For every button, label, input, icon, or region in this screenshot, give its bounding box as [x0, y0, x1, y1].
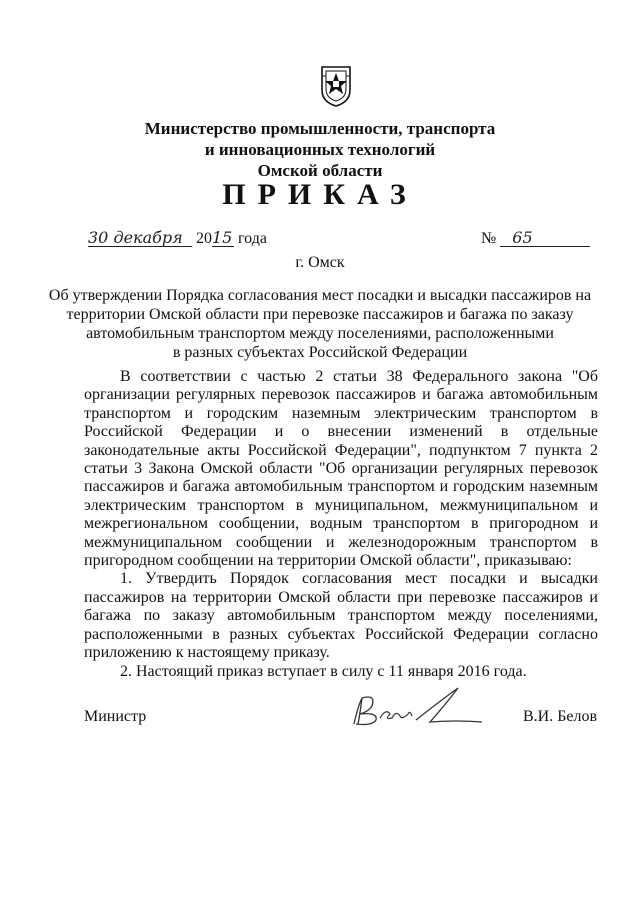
year-handwritten: 15 [212, 228, 233, 247]
order-number [481, 229, 590, 248]
omsk-coat-of-arms-icon [319, 64, 353, 108]
year-suffix: года [238, 230, 267, 247]
ministry-line-2: и инновационных технологий [204, 140, 436, 159]
order-item-2: 2. Настоящий приказ вступает в силу с 11 января 2016 года. [120, 662, 527, 680]
year-prefix: 20 [196, 230, 212, 247]
title-line-4: в разных субъектах Российской Федерации [172, 344, 468, 361]
city: г. Омск [295, 254, 345, 271]
ministry-name [0, 118, 640, 181]
title-line-3: автомобильным транспортом между поселениями, расположенными [86, 325, 554, 342]
date-handwritten: 30 декабря [88, 229, 192, 247]
ministry-line-1: Министерство промышленности, транспорта [144, 119, 496, 138]
title-line-1: Об утверждении Порядка согласования мест посадки и высадки пассажиров на [48, 287, 592, 304]
preamble-paragraph: В соответствии с частью 2 статьи 38 Федерального закона "Об организации регулярных перевозок пассажиров и багажа автомобильным транспортом и городским наземным электрическим транспортом в Российской Федерации и о внесении изменений в отдельные законодательные акты Российской Федерации", подпунктом 7 пункта 2 статьи 3 Закона Омской области "Об организации регулярных перевозок пассажиров и багажа автомобильным транспортом и городским наземным электрическим транспортом в муниципальном, межмуниципальном и межрегиональном сообщении, водным транспортом в пригородном и межмуниципальном сообщении и железнодорожным транспортом в пригородном сообщении на территории Омской области", приказываю: [84, 368, 598, 570]
handwritten-signature-icon [346, 684, 486, 732]
order-body [84, 368, 598, 681]
title-line-2: территории Омской области при перевозке пассажиров и багажа по заказу [66, 306, 574, 323]
order-title [0, 286, 640, 362]
signer-position: Министр [84, 708, 147, 725]
signer-name: В.И. Белов [523, 708, 598, 725]
order-date [88, 229, 267, 251]
order-item-1: 1. Утвердить Порядок согласования мест посадки и высадки пассажиров на территории Омской области при перевозке пассажиров и багажа по заказу автомобильным транспортом между поселениями, расположенными в разных субъектах Российской Федерации согласно приложению к настоящему приказу. [84, 570, 598, 662]
document-type: ПРИКАЗ [222, 178, 418, 211]
number-handwritten: 65 [500, 229, 590, 247]
ministry-line-3: Омской области [257, 161, 383, 180]
number-label: № [481, 230, 497, 247]
